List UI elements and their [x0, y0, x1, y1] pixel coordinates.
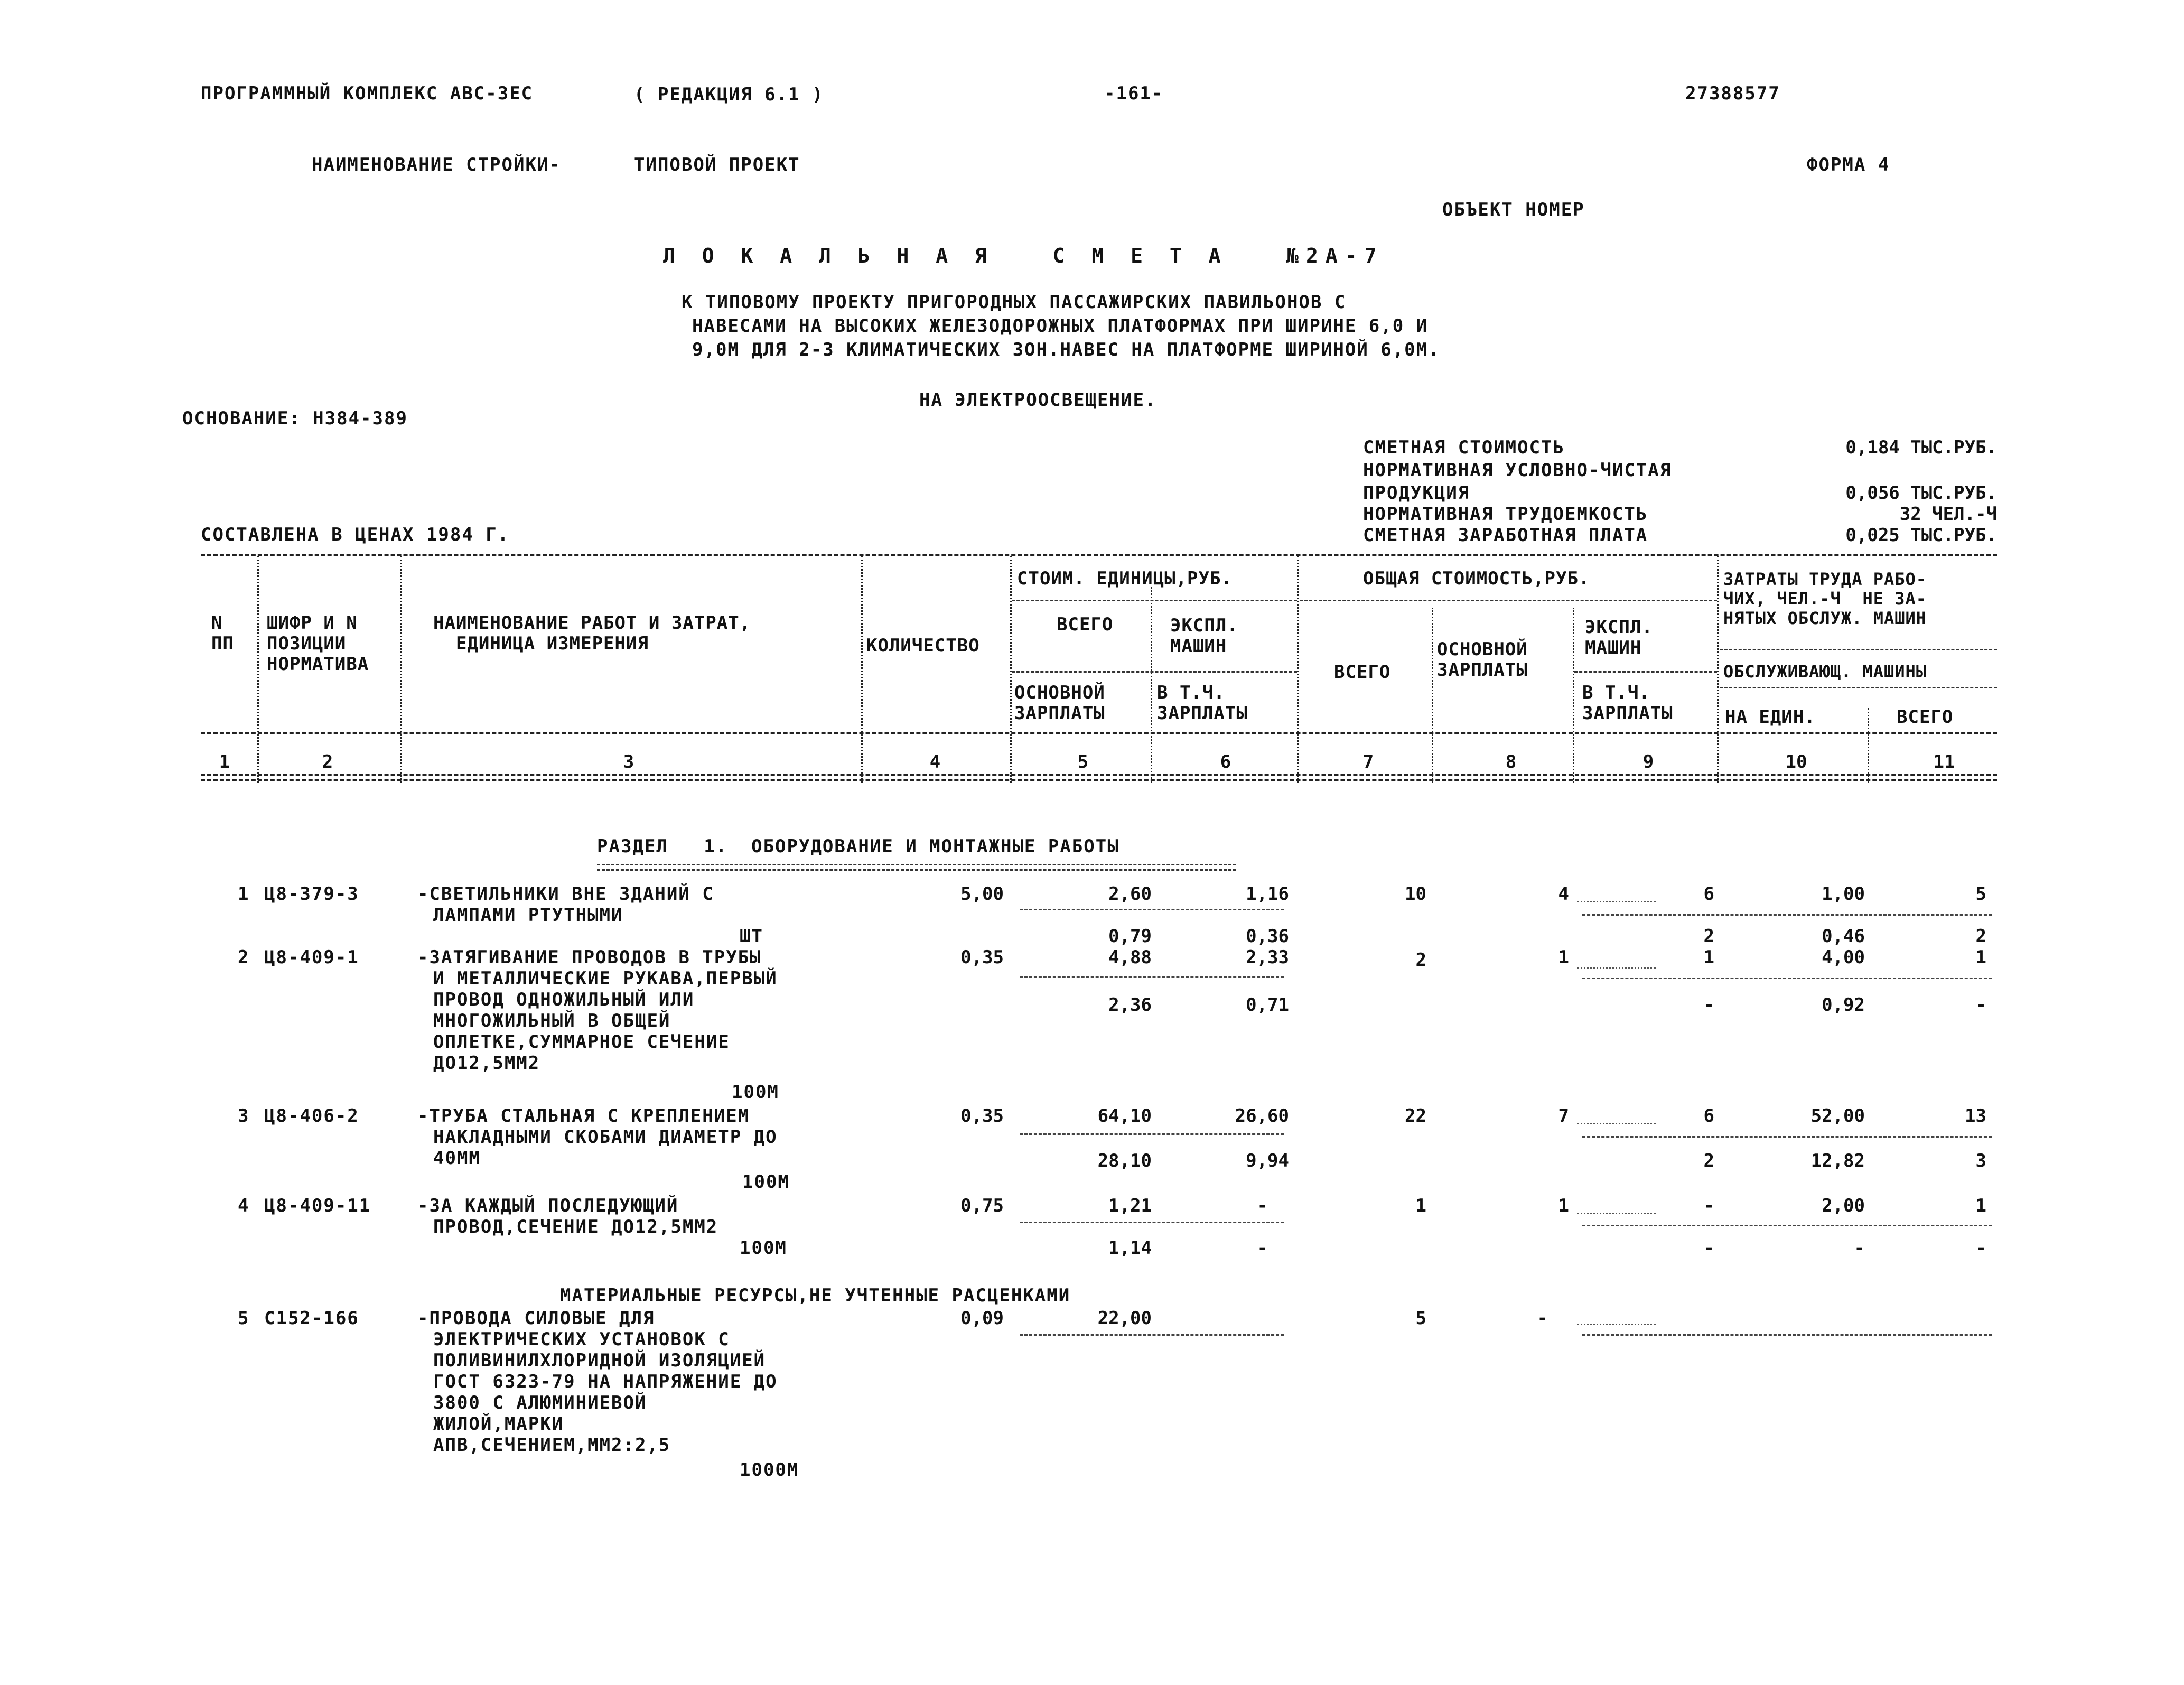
row-ov-incl: - — [1703, 1237, 1714, 1259]
row-number: 4 — [238, 1195, 250, 1216]
col-divider — [1297, 556, 1299, 783]
doc-number: 27388577 — [1685, 83, 1780, 104]
row-code: Ц8-409-1 — [264, 947, 359, 968]
summary-label-1: НОРМАТИВНАЯ УСЛОВНО-ЧИСТАЯ — [1363, 460, 1672, 481]
row-unit: ШТ — [740, 926, 763, 947]
cell-underline — [1582, 1334, 1992, 1336]
col-number: 1 — [219, 751, 230, 772]
hdr-per-unit: НА ЕДИН. — [1725, 706, 1816, 728]
row-name-line: -ПРОВОДА СИЛОВЫЕ ДЛЯ — [417, 1308, 655, 1329]
col-number: 8 — [1505, 751, 1517, 772]
row-qty: 0,35 — [960, 947, 1004, 968]
cell-underline — [1582, 978, 1992, 979]
col-divider — [257, 556, 259, 783]
row-labor-total: 5 — [1975, 883, 1986, 905]
row-labor-total-serv: 2 — [1975, 926, 1986, 947]
hdr-unit-cost: СТОИМ. ЕДИНИЦЫ,РУБ. — [1017, 568, 1233, 589]
row-unit-total: 2,60 — [1108, 883, 1152, 905]
header-subrule — [1720, 687, 1997, 688]
summary-label-0: СМЕТНАЯ СТОИМОСТЬ — [1363, 437, 1565, 458]
row-labor-total-serv: 3 — [1975, 1150, 1986, 1171]
row-name-line: ГОСТ 6323-79 НА НАПРЯЖЕНИЕ ДО — [433, 1371, 778, 1392]
hdr-overall: ОБЩАЯ СТОИМОСТЬ,РУБ. — [1363, 568, 1590, 589]
cell-underline — [1582, 1136, 1992, 1138]
row-name-line: ЭЛЕКТРИЧЕСКИХ УСТАНОВОК С — [433, 1329, 730, 1350]
row-number: 3 — [238, 1105, 250, 1127]
hdr-ov-total: ВСЕГО — [1334, 662, 1391, 683]
edition: ( РЕДАКЦИЯ 6.1 ) — [634, 84, 824, 105]
summary-label-4: СМЕТНАЯ ЗАРАБОТНАЯ ПЛАТА — [1363, 525, 1648, 546]
row-ov-incl: 2 — [1703, 926, 1714, 947]
cell-underline — [1020, 1222, 1284, 1223]
program-name: ПРОГРАММНЫЙ КОМПЛЕКС АВС-3ЕС — [201, 83, 534, 104]
header-subrule — [1012, 600, 1297, 601]
col-number: 4 — [929, 751, 941, 772]
basis: ОСНОВАНИЕ: НЗ84-389 — [182, 408, 408, 429]
row-ov-base: 4 — [1558, 883, 1569, 905]
col-number: 5 — [1077, 751, 1089, 772]
hdr-ov-mach: ЭКСПЛ. МАШИН — [1585, 617, 1653, 659]
object-number: ОБЪЕКТ НОМЕР — [1442, 199, 1585, 220]
col-number: 2 — [322, 751, 333, 772]
row-ov-base: 7 — [1558, 1105, 1569, 1127]
hdr-unit-base-wage: ОСНОВНОЙ ЗАРПЛАТЫ — [1014, 682, 1105, 724]
col-number: 11 — [1933, 751, 1955, 772]
title-desc-2: НАВЕСАМИ НА ВЫСОКИХ ЖЕЛЕЗОДОРОЖНЫХ ПЛАТФОРМАХ ПРИ ШИРИНЕ 6,0 И — [692, 315, 1429, 337]
row-labor-unit: 1,00 — [1822, 883, 1865, 905]
estimate-title: Л О К А Л Ь Н А Я С М Е Т А №2А-7 — [663, 244, 1384, 267]
summary-value-0: 0,184 ТЫС.РУБ. — [1845, 437, 1997, 458]
row-name-line: -ЗА КАЖДЫЙ ПОСЛЕДУЮЩИЙ — [417, 1195, 679, 1216]
row-number: 2 — [238, 947, 250, 968]
row-unit: 1000М — [740, 1459, 799, 1481]
table-top-rule — [201, 554, 1997, 556]
row-labor-unit: 4,00 — [1822, 947, 1865, 968]
col-number: 10 — [1785, 751, 1807, 772]
cell-underline — [1582, 914, 1992, 916]
row-qty: 0,75 — [960, 1195, 1004, 1216]
row-number: 1 — [238, 883, 250, 905]
hdr-labor: ЗАТРАТЫ ТРУДА РАБО- ЧИХ, ЧЕЛ.-Ч НЕ ЗА- НЯТЫХ ОБСЛУЖ. МАШИН — [1723, 569, 1927, 628]
title-subject: НА ЭЛЕКТРООСВЕЩЕНИЕ. — [919, 389, 1157, 411]
row-name-line: И МЕТАЛЛИЧЕСКИЕ РУКАВА,ПЕРВЫЙ — [433, 968, 778, 989]
row-ov-total: 10 — [1405, 883, 1426, 905]
row-labor-unit: 52,00 — [1810, 1105, 1865, 1127]
col-number: 7 — [1362, 751, 1374, 772]
row-ov-mach: - — [1703, 1195, 1714, 1216]
row-ov-base: - — [1537, 1308, 1548, 1329]
hdr-code: ШИФР И N ПОЗИЦИИ НОРМАТИВА — [267, 612, 369, 675]
row-ov-total: 5 — [1415, 1308, 1426, 1329]
cell-underline — [1582, 1225, 1992, 1226]
header-subrule — [1012, 671, 1297, 673]
col-number: 6 — [1220, 751, 1231, 772]
row-unit-incl-wage: 9,94 — [1246, 1150, 1289, 1171]
row-labor-unit-serv: 0,46 — [1822, 926, 1865, 947]
cell-underline — [1020, 1133, 1284, 1135]
row-unit: 100М — [740, 1237, 787, 1259]
row-name-line: ДО12,5ММ2 — [433, 1053, 540, 1074]
row-unit-mach: 1,16 — [1246, 883, 1289, 905]
row-ov-incl: 2 — [1703, 1150, 1714, 1171]
row-labor-total-serv: - — [1975, 994, 1986, 1016]
row-ov-total: 22 — [1405, 1105, 1426, 1127]
hdr-qty: КОЛИЧЕСТВО — [866, 635, 980, 656]
row-unit-base-wage: 2,36 — [1108, 994, 1152, 1016]
row-name-value: ТИПОВОЙ ПРОЕКТ — [634, 154, 800, 175]
row-unit-incl-wage: 0,36 — [1246, 926, 1289, 947]
row-unit-incl-wage: - — [1257, 1237, 1268, 1259]
row-name-label: НАИМЕНОВАНИЕ СТРОЙКИ- — [312, 154, 561, 175]
row-name-line: МНОГОЖИЛЬНЫЙ В ОБЩЕЙ — [433, 1010, 671, 1031]
row-name-line: -ТРУБА СТАЛЬНАЯ С КРЕПЛЕНИЕМ — [417, 1105, 750, 1127]
row-ov-incl: - — [1703, 994, 1714, 1016]
table-num-rule-top — [201, 774, 1997, 776]
row-labor-unit-serv: - — [1854, 1237, 1865, 1259]
title-desc-1: К ТИПОВОМУ ПРОЕКТУ ПРИГОРОДНЫХ ПАССАЖИРСКИХ ПАВИЛЬОНОВ С — [682, 292, 1347, 313]
summary-label-2: ПРОДУКЦИЯ — [1363, 482, 1470, 504]
row-unit: 100М — [732, 1082, 779, 1103]
col-divider — [1573, 608, 1574, 783]
page-number: -161- — [1104, 83, 1164, 104]
row-name-line: -ЗАТЯГИВАНИЕ ПРОВОДОВ В ТРУБЫ — [417, 947, 762, 968]
row-name-line: АПВ,СЕЧЕНИЕМ,ММ2:2,5 — [433, 1435, 671, 1456]
col-divider — [1010, 556, 1012, 783]
hdr-ov-incl: В Т.Ч. ЗАРПЛАТЫ — [1582, 682, 1673, 724]
materials-title: МАТЕРИАЛЬНЫЕ РЕСУРСЫ,НЕ УЧТЕННЫЕ РАСЦЕНКАМИ — [560, 1285, 1071, 1306]
row-unit-mach: 2,33 — [1246, 947, 1289, 968]
summary-label-3: НОРМАТИВНАЯ ТРУДОЕМКОСТЬ — [1363, 504, 1648, 525]
table-num-rule-bottom — [201, 779, 1997, 781]
col-number: 3 — [623, 751, 634, 772]
hdr-num: N ПП — [211, 612, 234, 655]
header-subrule — [1574, 671, 1717, 673]
row-unit-total: 22,00 — [1097, 1308, 1152, 1329]
row-name-line: ПОЛИВИНИЛХЛОРИДНОЙ ИЗОЛЯЦИЕЙ — [433, 1350, 766, 1371]
hdr-labor-serv: ОБСЛУЖИВАЮЩ. МАШИНЫ — [1723, 662, 1927, 682]
cell-underline — [1020, 909, 1284, 910]
row-qty: 0,35 — [960, 1105, 1004, 1127]
row-labor-total: 1 — [1975, 1195, 1986, 1216]
composed-prices: СОСТАВЛЕНА В ЦЕНАХ 1984 Г. — [201, 524, 510, 545]
row-labor-total-serv: - — [1975, 1237, 1986, 1259]
row-unit-base-wage: 28,10 — [1097, 1150, 1152, 1171]
row-unit: 100М — [742, 1171, 790, 1193]
row-labor-total: 13 — [1965, 1105, 1986, 1127]
row-name-line: 40ММ — [433, 1148, 481, 1169]
section-underline — [597, 864, 1236, 865]
row-name-line: ЖИЛОЙ,МАРКИ — [433, 1413, 564, 1435]
row-ov-mach: 1 — [1703, 947, 1714, 968]
cell-underline — [1020, 976, 1284, 978]
row-qty: 5,00 — [960, 883, 1004, 905]
row-qty: 0,09 — [960, 1308, 1004, 1329]
hdr-unit-total: ВСЕГО — [1057, 614, 1114, 635]
hdr-ov-base: ОСНОВНОЙ ЗАРПЛАТЫ — [1437, 639, 1528, 681]
col-divider — [400, 556, 402, 783]
row-unit-total: 64,10 — [1097, 1105, 1152, 1127]
row-name-line: ПРОВОД ОДНОЖИЛЬНЫЙ ИЛИ — [433, 989, 695, 1010]
row-ov-total: 2 — [1415, 949, 1426, 971]
col-divider — [1868, 708, 1869, 783]
cell-underline — [1020, 1334, 1284, 1336]
hdr-unit-mach: ЭКСПЛ. МАШИН — [1170, 615, 1238, 657]
table-mid-rule — [201, 732, 1997, 734]
row-code: С152-166 — [264, 1308, 359, 1329]
row-labor-total: 1 — [1975, 947, 1986, 968]
row-name-line: 3800 С АЛЮМИНИЕВОЙ — [433, 1392, 647, 1413]
row-labor-unit-serv: 12,82 — [1810, 1150, 1865, 1171]
row-number: 5 — [238, 1308, 250, 1329]
row-name-line: ЛАМПАМИ РТУТНЫМИ — [433, 905, 623, 926]
col-divider — [1432, 608, 1433, 783]
row-unit-base-wage: 0,79 — [1108, 926, 1152, 947]
summary-value-2: 0,056 ТЫС.РУБ. — [1845, 482, 1997, 504]
row-ov-base: 1 — [1558, 1195, 1569, 1216]
form-label: ФОРМА 4 — [1807, 154, 1890, 175]
row-unit-mach: 26,60 — [1235, 1105, 1289, 1127]
row-labor-unit-serv: 0,92 — [1822, 994, 1865, 1016]
cell-dots — [1577, 967, 1656, 969]
row-ov-mach: 6 — [1703, 1105, 1714, 1127]
row-name-line: ПРОВОД,СЕЧЕНИЕ ДО12,5ММ2 — [433, 1216, 718, 1237]
section-underline — [597, 869, 1236, 871]
row-code: Ц8-409-11 — [264, 1195, 371, 1216]
col-divider — [861, 556, 863, 783]
hdr-name: НАИМЕНОВАНИЕ РАБОТ И ЗАТРАТ, ЕДИНИЦА ИЗМЕРЕНИЯ — [433, 612, 751, 655]
row-name-line: -СВЕТИЛЬНИКИ ВНЕ ЗДАНИЙ С — [417, 883, 714, 905]
row-ov-total: 1 — [1415, 1195, 1426, 1216]
row-code: Ц8-406-2 — [264, 1105, 359, 1127]
header-subrule — [1720, 649, 1997, 650]
row-unit-mach: - — [1257, 1195, 1268, 1216]
title-desc-3: 9,0М ДЛЯ 2-3 КЛИМАТИЧЕСКИХ ЗОН.НАВЕС НА ПЛАТФОРМЕ ШИРИНОЙ 6,0М. — [692, 339, 1440, 360]
header-subrule — [1300, 600, 1717, 601]
row-unit-total: 1,21 — [1108, 1195, 1152, 1216]
row-name-line: НАКЛАДНЫМИ СКОБАМИ ДИАМЕТР ДО — [433, 1127, 778, 1148]
section-title: РАЗДЕЛ 1. ОБОРУДОВАНИЕ И МОНТАЖНЫЕ РАБОТЫ — [597, 836, 1119, 857]
row-ov-base: 1 — [1558, 947, 1569, 968]
hdr-labor-total: ВСЕГО — [1897, 706, 1954, 728]
row-unit-base-wage: 1,14 — [1108, 1237, 1152, 1259]
row-code: Ц8-379-3 — [264, 883, 359, 905]
row-unit-total: 4,88 — [1108, 947, 1152, 968]
row-name-line: ОПЛЕТКЕ,СУММАРНОЕ СЕЧЕНИЕ — [433, 1031, 730, 1053]
col-number: 9 — [1642, 751, 1654, 772]
summary-value-3: 32 ЧЕЛ.-Ч — [1899, 504, 1997, 525]
summary-value-4: 0,025 ТЫС.РУБ. — [1845, 525, 1997, 546]
col-divider — [1151, 587, 1152, 783]
cell-dots — [1577, 1324, 1656, 1325]
hdr-unit-incl-wage: В Т.Ч. ЗАРПЛАТЫ — [1157, 682, 1248, 724]
row-ov-mach: 6 — [1703, 883, 1714, 905]
row-labor-unit: 2,00 — [1822, 1195, 1865, 1216]
col-divider — [1717, 556, 1719, 783]
row-unit-incl-wage: 0,71 — [1246, 994, 1289, 1016]
